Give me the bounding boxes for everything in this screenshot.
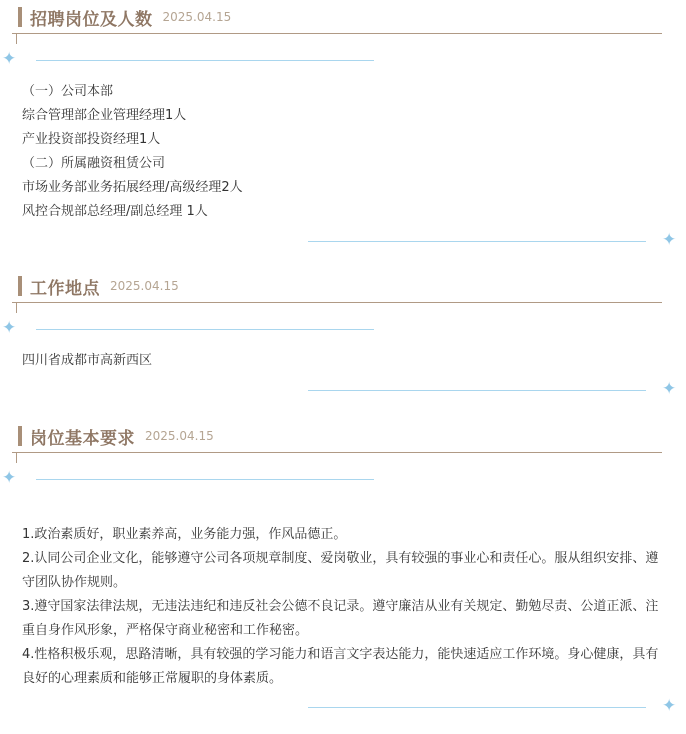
sparkle-icon: ✦ xyxy=(2,468,17,488)
body-line: 4.性格积极乐观，思路清晰，具有较强的学习能力和语言文字表达能力，能快速适应工作环境。身心健康，具有良好的心理素质和能够正常履职的身体素质。 xyxy=(22,647,659,686)
decor-line xyxy=(36,479,374,480)
section-date: 2025.04.15 xyxy=(110,279,179,293)
section-title: 招聘岗位及人数 xyxy=(30,9,153,30)
section-body xyxy=(22,349,152,373)
section-body xyxy=(22,80,243,224)
header-divider-tick xyxy=(16,303,17,313)
body-line: 综合管理部企业管理经理1人 xyxy=(22,108,187,123)
sparkle-icon: ✦ xyxy=(662,379,677,399)
section-header xyxy=(18,7,232,30)
section-date: 2025.04.15 xyxy=(162,10,232,24)
header-accent-bar xyxy=(18,276,22,296)
section-header xyxy=(18,426,214,449)
header-divider xyxy=(12,452,662,453)
sparkle-icon: ✦ xyxy=(2,49,17,69)
section-body xyxy=(22,523,662,691)
body-line: 风控合规部总经理/副总经理 1人 xyxy=(22,204,208,219)
header-divider-tick xyxy=(16,453,17,463)
body-line: 四川省成都市高新西区 xyxy=(22,353,153,368)
section-title: 岗位基本要求 xyxy=(30,428,135,449)
header-divider xyxy=(12,33,662,34)
body-line: 2.认同公司企业文化，能够遵守公司各项规章制度、爱岗敬业，具有较强的事业心和责任心。服从组织安排、遵守团队协作规则。 xyxy=(22,551,659,590)
body-line: 3.遵守国家法律法规，无违法违纪和违反社会公德不良记录。遵守廉洁从业有关规定、勤勉尽责、公道正派、注重自身作风形象，严格保守商业秘密和工作秘密。 xyxy=(22,599,659,638)
sparkle-icon: ✦ xyxy=(662,230,677,250)
body-line: （一）公司本部 xyxy=(22,84,114,99)
body-line: 市场业务部业务拓展经理/高级经理2人 xyxy=(22,180,243,195)
section-date: 2025.04.15 xyxy=(145,429,214,443)
sparkle-icon: ✦ xyxy=(662,696,677,716)
decor-line xyxy=(36,329,374,330)
decor-line xyxy=(308,707,646,708)
body-line: 产业投资部投资经理1人 xyxy=(22,132,161,147)
header-accent-bar xyxy=(18,7,22,27)
body-line: （二）所属融资租赁公司 xyxy=(22,156,166,171)
body-line: 1.政治素质好，职业素养高，业务能力强，作风品德正。 xyxy=(22,527,347,542)
decor-line xyxy=(308,241,646,242)
decor-line xyxy=(308,390,646,391)
section-header xyxy=(18,276,179,299)
header-accent-bar xyxy=(18,426,22,446)
section-title: 工作地点 xyxy=(30,278,100,299)
header-divider xyxy=(12,302,662,303)
header-divider-tick xyxy=(16,34,17,44)
sparkle-icon: ✦ xyxy=(2,318,17,338)
decor-line xyxy=(36,60,374,61)
